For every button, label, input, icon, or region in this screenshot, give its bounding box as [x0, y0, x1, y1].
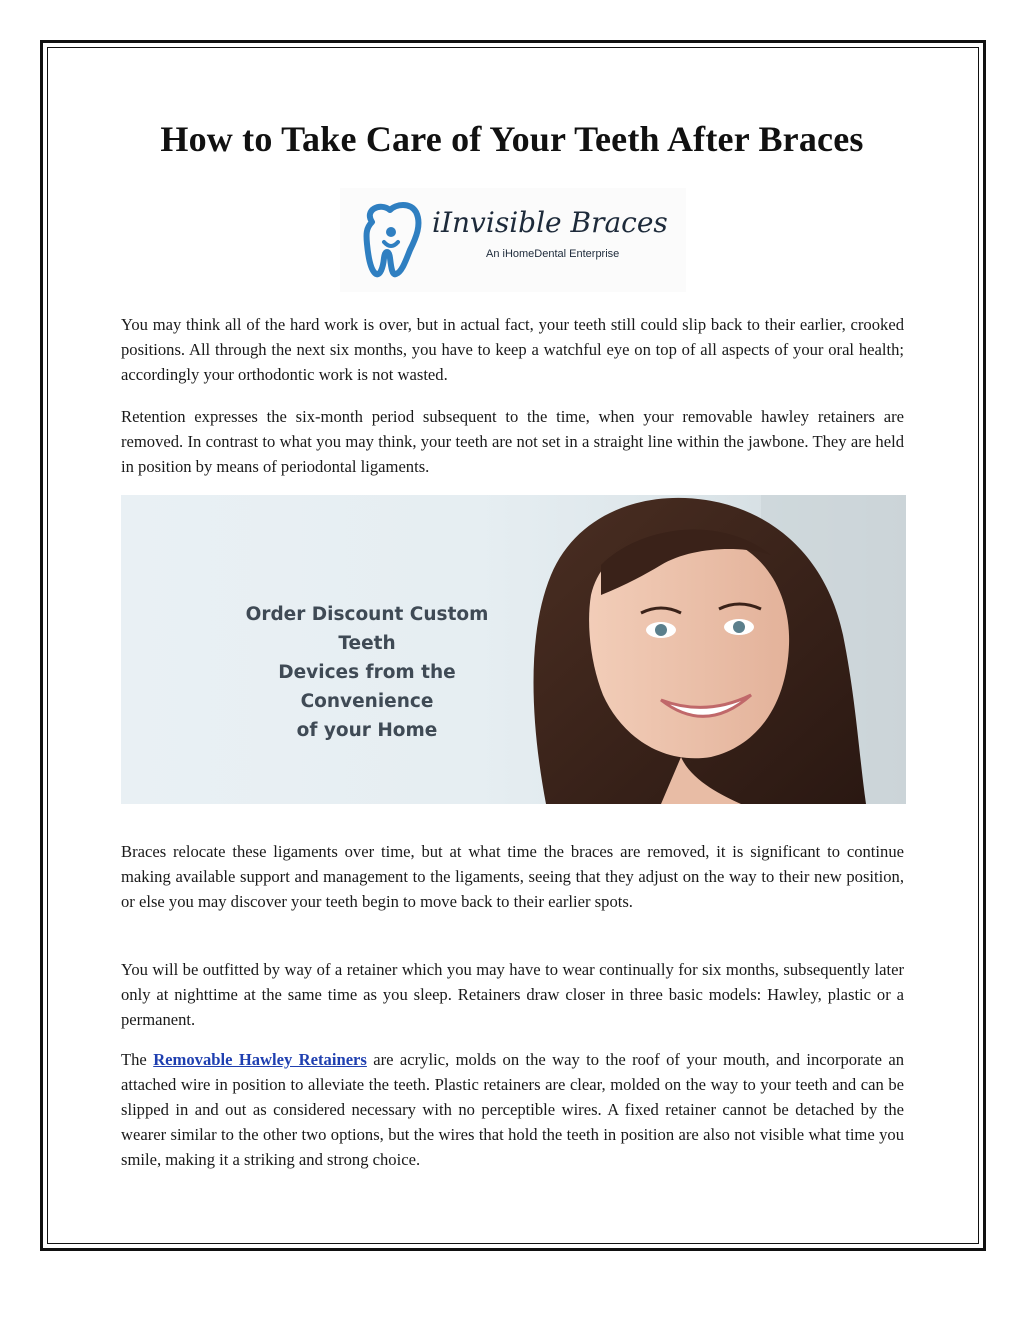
brand-tagline: An iHomeDental Enterprise: [486, 248, 620, 260]
paragraph-ligaments: Braces relocate these ligaments over time, but at what time the braces are removed, it is significant to continue making available support and management to the ligaments, seeing that they adjust on the way to their new position, or else you may discover your teeth begin to move back to their earlier spots.: [121, 842, 904, 911]
removable-hawley-retainers-link[interactable]: Removable Hawley Retainers: [153, 1050, 367, 1069]
paragraph-retention: Retention expresses the six-month period subsequent to the time, when your removable hawley retainers are removed. In contrast to what you may think, your teeth are not set in a straight line within the jawbone. They are held in position by means of periodontal ligaments.: [121, 407, 904, 476]
paragraph-body: are acrylic, molds on the way to the roof of your mouth, and incorporate an attached wire in position to alleviate the teeth. Plastic retainers are clear, molded on the way to your teeth and can be slipped in and out as considered necessary with no perceptible wires. A fixed retainer cannot be detached by the wearer similar to the other two options, but the wires that hold the teeth in position are also not visible what time you smile, making it a striking and strong choice.: [121, 1050, 904, 1169]
paragraph-retainer-types: [121, 1047, 904, 1172]
promo-line-1: Order Discount Custom Teeth: [245, 604, 489, 654]
promo-line-2: Devices from the Convenience: [278, 662, 456, 712]
promo-headline: [217, 600, 517, 745]
promo-banner: [121, 495, 906, 804]
brand-logo: [340, 188, 686, 292]
paragraph-retainer-models: You will be outfitted by way of a retainer which you may have to wear continually for six months, subsequently later only at nighttime at the same time as you sleep. Retainers draw closer in three basic models: Hawley, plastic or a permanent.: [121, 960, 904, 1029]
promo-line-3: of your Home: [296, 720, 438, 741]
paragraph-prefix: The: [121, 1050, 147, 1069]
tooth-icon: [340, 188, 686, 292]
page-title: How to Take Care of Your Teeth After Braces: [160, 119, 864, 159]
paragraph-intro: You may think all of the hard work is over, but in actual fact, your teeth still could slip back to their earlier, crooked positions. All through the next six months, you have to keep a watchful eye on top of all aspects of your oral health; accordingly your orthodontic work is not wasted.: [121, 315, 904, 384]
brand-wordmark: iInvisible Braces: [432, 206, 668, 239]
